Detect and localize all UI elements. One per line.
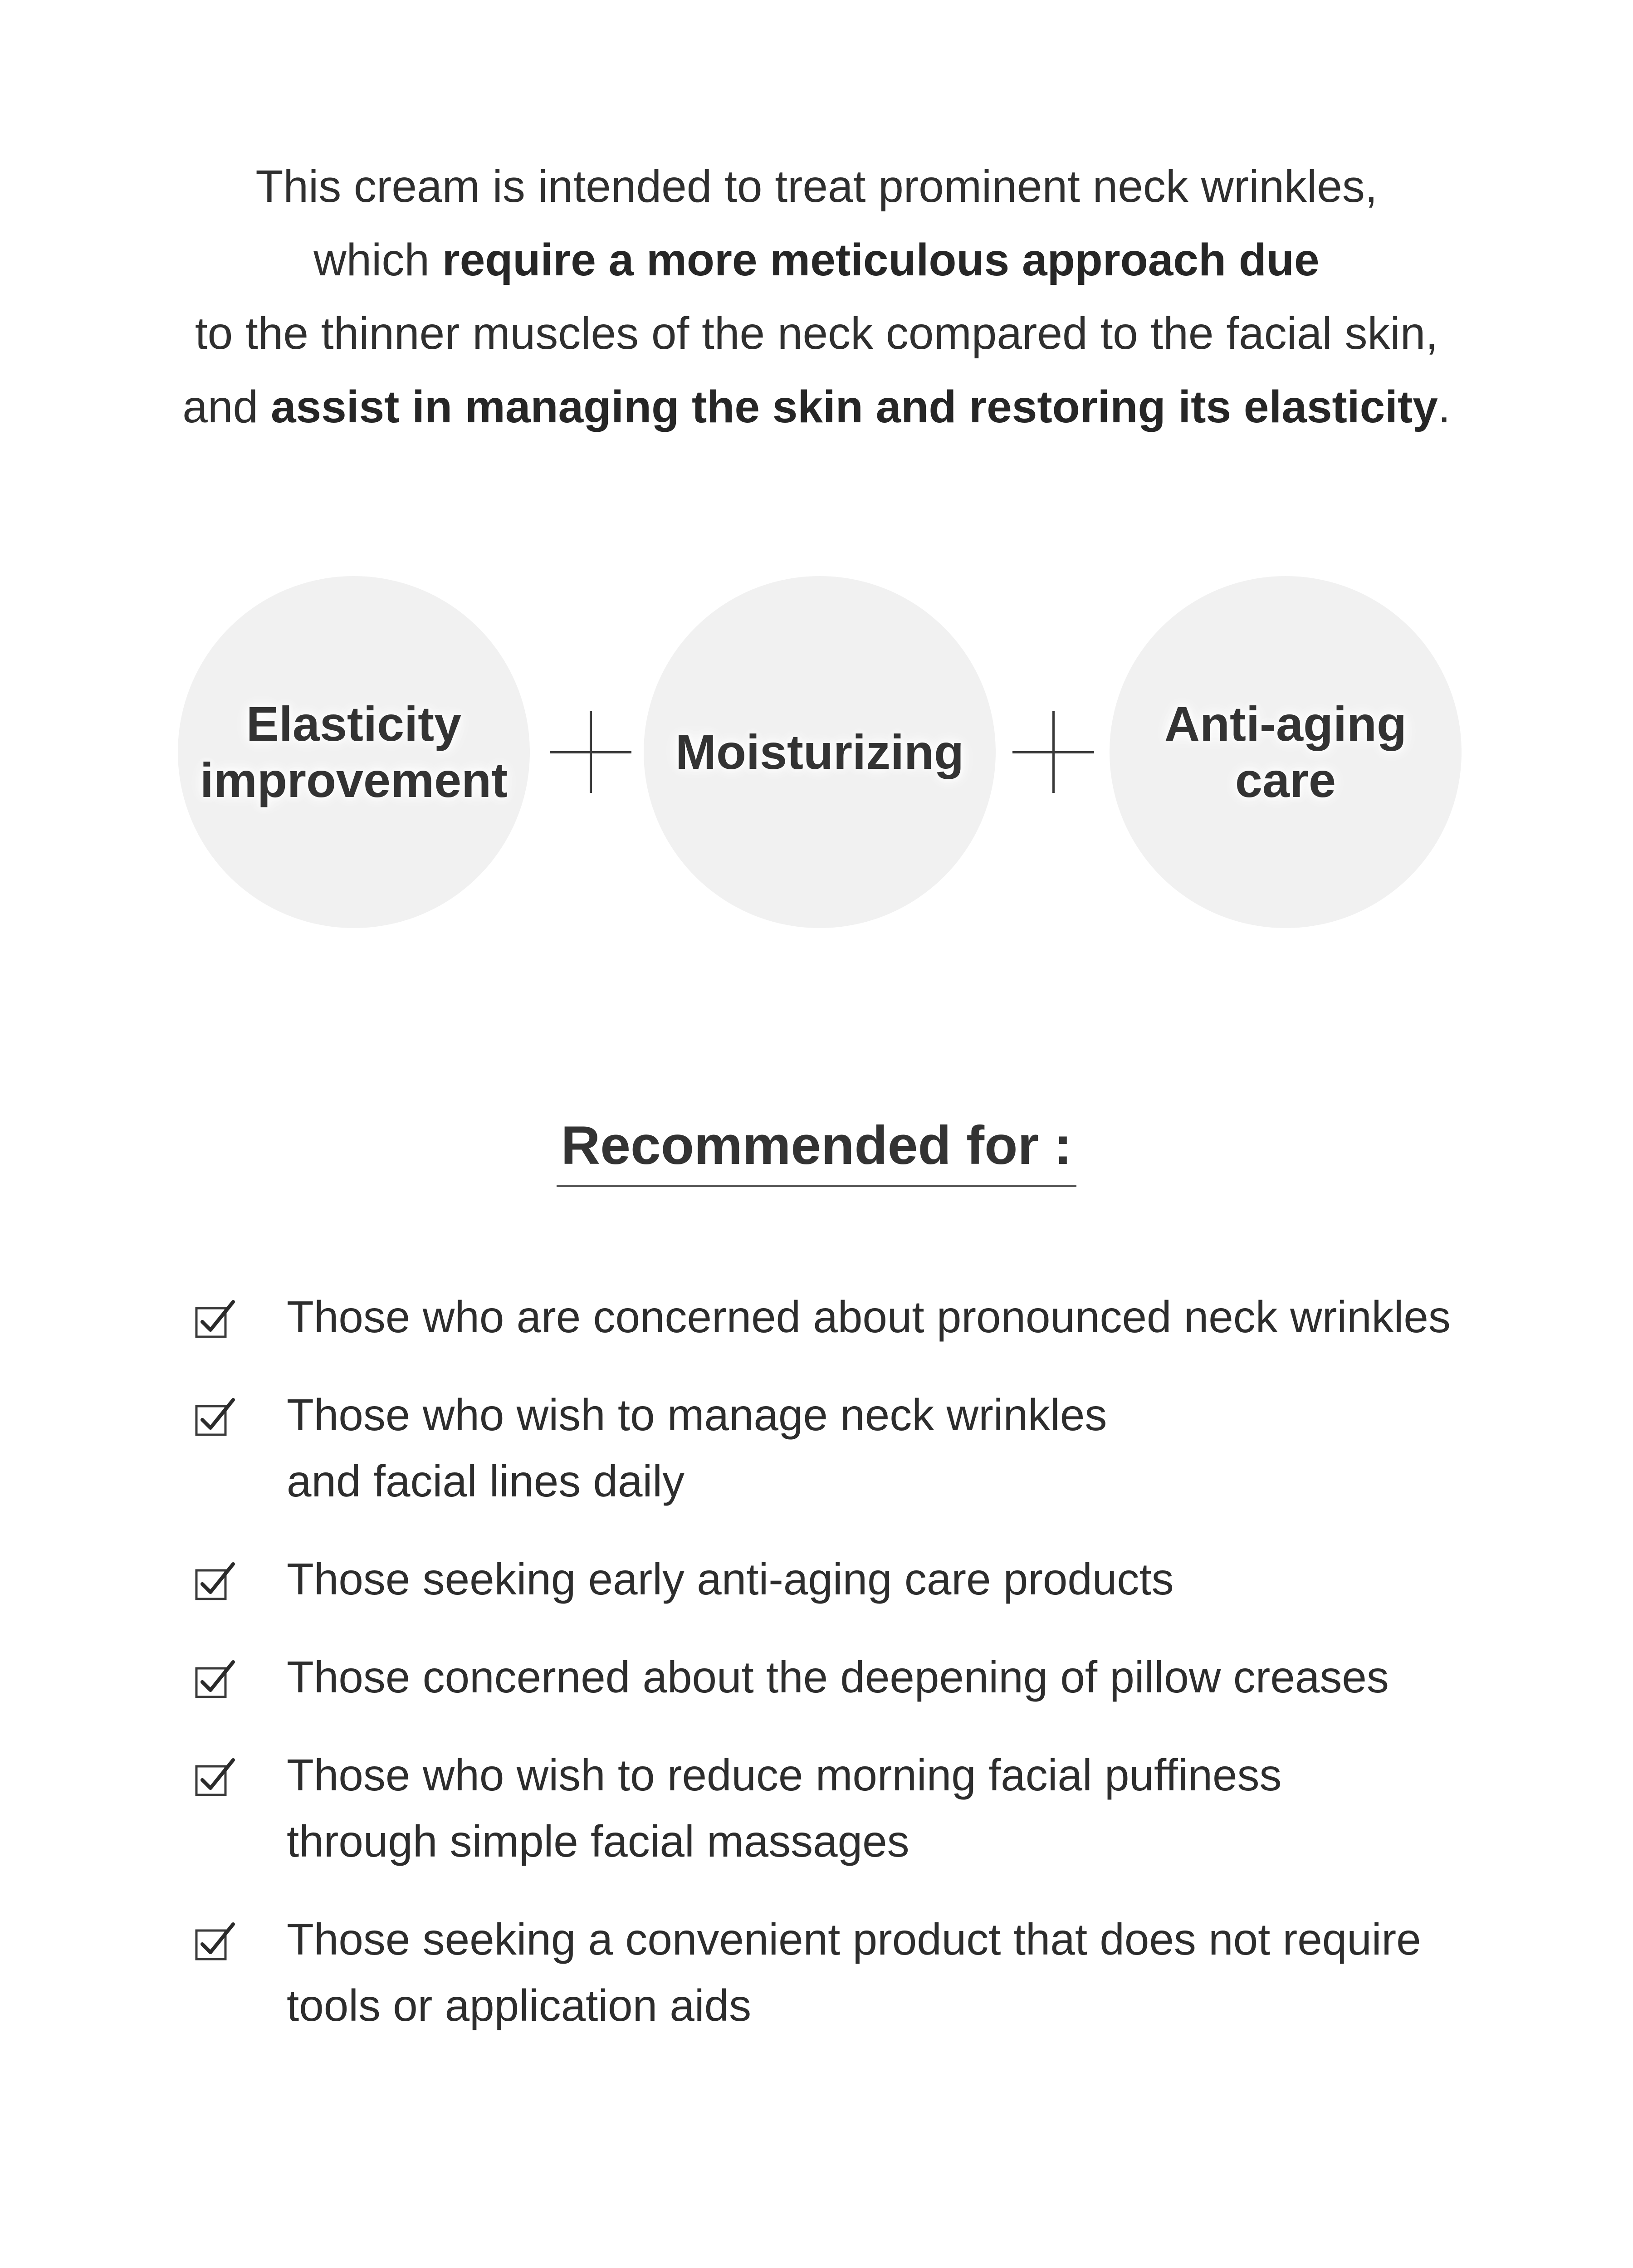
checkbox-checked-icon [195, 1658, 237, 1698]
list-item-text [287, 1906, 1488, 2038]
benefit-label-line-1: Elasticity [246, 696, 462, 751]
list-item-line-1: Those who wish to manage neck wrinkles [287, 1390, 1107, 1440]
benefit-circle-moisturizing [644, 576, 996, 928]
list-item-line-1: Those who are concerned about pronounced neck wrinkles [287, 1292, 1451, 1342]
list-item-text [287, 1546, 1488, 1612]
benefit-circle-anti-aging [1110, 576, 1462, 928]
benefit-label-line-1: Moisturizing [675, 724, 964, 779]
benefit-label [200, 696, 508, 808]
checkbox-checked-icon [195, 1560, 237, 1600]
intro-line-2 [0, 223, 1633, 297]
intro-paragraph [0, 150, 1633, 444]
list-item-line-2: tools or application aids [287, 1980, 752, 2030]
checkbox-checked-icon [195, 1396, 237, 1436]
list-item-text [287, 1382, 1488, 1514]
checkbox-checked-icon [195, 1756, 237, 1796]
recommended-list [191, 1284, 1488, 2070]
intro-line-1: This cream is intended to treat prominent neck wrinkles, [255, 161, 1378, 212]
list-item [191, 1644, 1488, 1710]
list-item-line-1: Those seeking a convenient product that does not require [287, 1914, 1421, 1964]
benefit-label-line-2: improvement [200, 753, 508, 807]
recommended-heading: Recommended for : [557, 1111, 1077, 1187]
benefit-label [675, 724, 964, 780]
intro-line-2-normal: which [313, 235, 442, 285]
checkbox-checked-icon [195, 1921, 237, 1960]
intro-line-2-bold: require a more meticulous approach due [442, 235, 1320, 285]
list-item [191, 1546, 1488, 1612]
plus-icon [1012, 711, 1094, 793]
benefit-label [1164, 696, 1407, 808]
intro-line-4-bold: assist in managing the skin and restoring its elasticity [270, 381, 1438, 432]
intro-line-4-normal: and [182, 381, 271, 432]
list-item [191, 1382, 1488, 1514]
list-item-line-1: Those who wish to reduce morning facial puffiness [287, 1750, 1282, 1800]
list-item-line-2: and facial lines daily [287, 1456, 685, 1506]
recommended-heading-wrap [0, 1111, 1633, 1187]
intro-line-3: to the thinner muscles of the neck compared to the facial skin, [195, 308, 1438, 359]
benefit-circle-elasticity [178, 576, 530, 928]
list-item-line-2: through simple facial massages [287, 1816, 909, 1866]
intro-line-4 [0, 370, 1633, 444]
list-item-line-1: Those seeking early anti-aging care products [287, 1554, 1174, 1604]
list-item [191, 1284, 1488, 1350]
list-item-text [287, 1644, 1488, 1710]
list-item-text [287, 1742, 1488, 1874]
benefit-label-line-1: Anti-aging [1164, 696, 1407, 751]
intro-line-4-end: . [1437, 381, 1451, 432]
list-item-line-1: Those concerned about the deepening of pillow creases [287, 1652, 1389, 1702]
list-item [191, 1906, 1488, 2038]
plus-icon [550, 711, 631, 793]
list-item [191, 1742, 1488, 1874]
list-item-text [287, 1284, 1488, 1350]
checkbox-checked-icon [195, 1298, 237, 1338]
benefit-label-line-2: care [1235, 753, 1336, 807]
